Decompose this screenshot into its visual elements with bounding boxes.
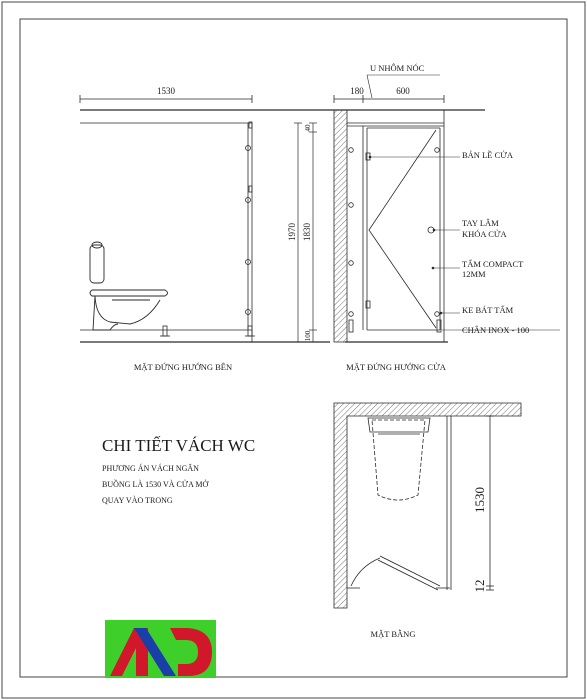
label-panel-1: TẤM COMPACT (462, 259, 524, 269)
dim-side-width: 1530 (157, 86, 175, 96)
dim-plan-thickness: 12 (472, 579, 487, 593)
inner-border (20, 19, 567, 677)
description-line-1: PHƯƠNG ÁN VÁCH NGĂN (102, 464, 199, 473)
dim-door-left: 180 (350, 86, 364, 96)
label-lock-1: TAY LÂM (462, 218, 499, 228)
company-logo (105, 620, 216, 678)
door-elevation (334, 95, 448, 342)
label-top-rail: U NHÔM NÓC (370, 63, 425, 73)
caption-side-view: MẶT ĐỨNG HƯỚNG BÊN (133, 362, 233, 372)
label-lock-2: KHÓA CỬA (462, 229, 507, 239)
caption-door-view: MẶT ĐỨNG HƯỚNG CỬA (346, 362, 446, 372)
sheet-title: CHI TIẾT VÁCH WC (102, 436, 256, 455)
description-line-3: QUAY VÀO TRONG (102, 496, 173, 505)
toilet-icon (90, 242, 168, 330)
outer-border (2, 2, 585, 698)
label-panel-2: 12MM (462, 269, 486, 279)
dim-plan-depth: 1530 (472, 487, 487, 513)
label-leg: CHÂN INOX - 100 (462, 325, 530, 335)
plan-view (334, 403, 521, 608)
label-leaders (367, 75, 560, 330)
leader-arrows (369, 156, 443, 315)
dim-door-width: 600 (396, 86, 410, 96)
caption-plan-view: MẶT BẰNG (370, 629, 416, 639)
label-hinge: BẢN LỀ CỬA (462, 150, 513, 160)
dim-top-gap: 40 (304, 124, 312, 132)
dim-height-panel: 1830 (302, 223, 312, 241)
side-elevation (80, 95, 485, 342)
label-bracket: KE BÁT TẤM (462, 305, 514, 315)
dim-bottom-gap: 100 (304, 330, 312, 342)
description-line-2: BUỒNG LÀ 1530 VÀ CỬA MỞ (102, 480, 209, 489)
dim-height-total: 1970 (287, 223, 297, 241)
